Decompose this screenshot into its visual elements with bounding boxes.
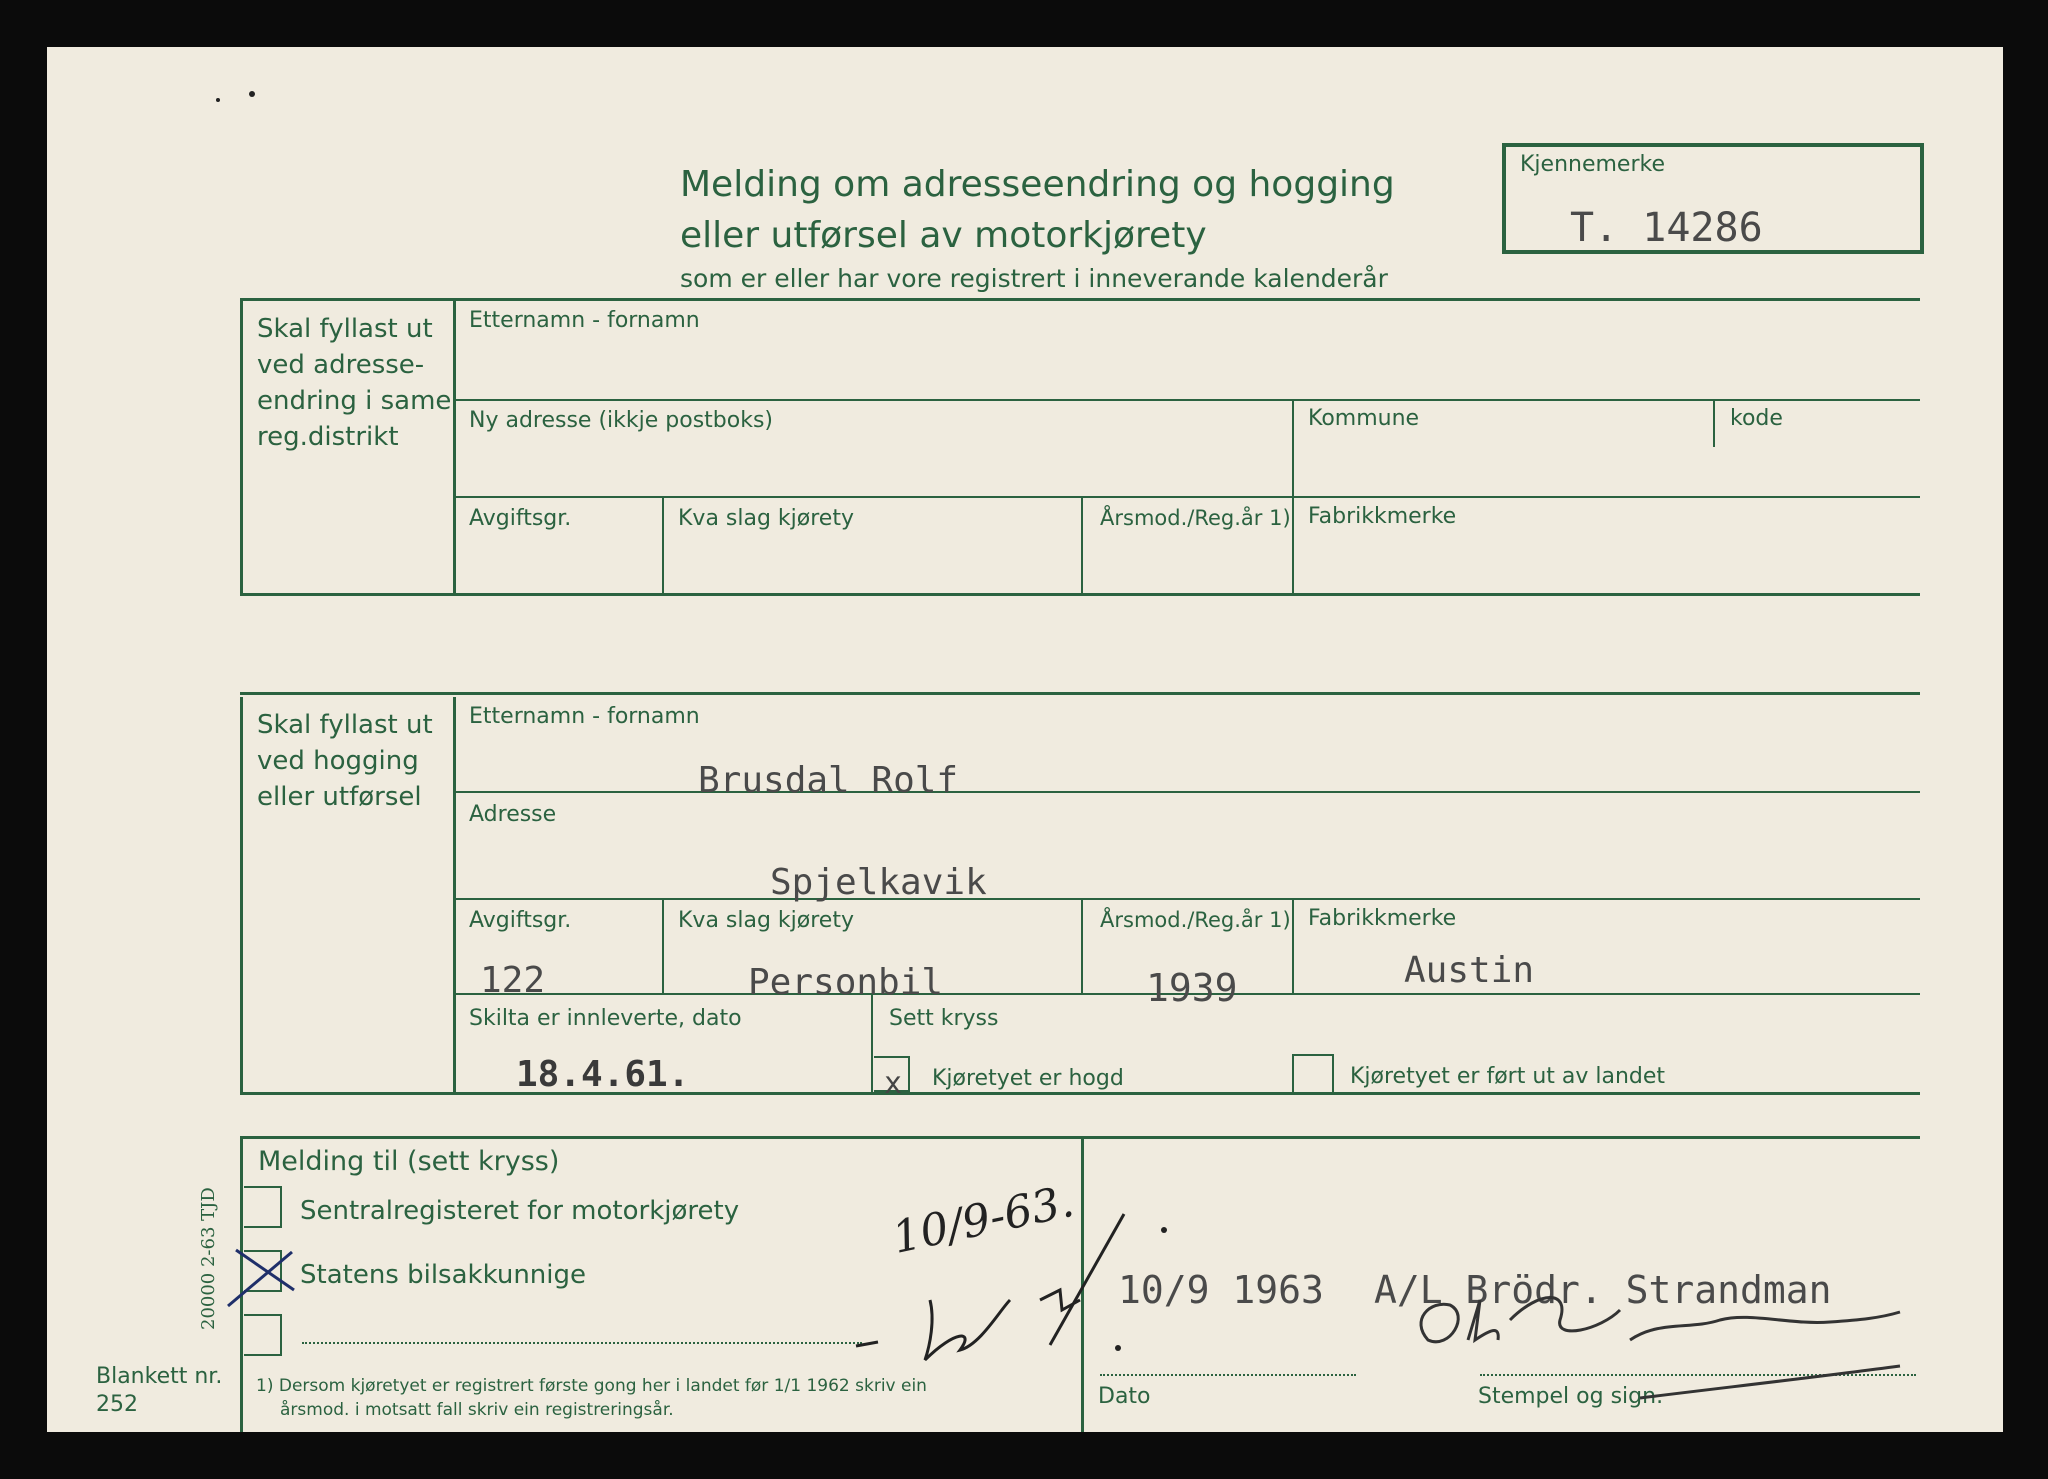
s2-fabrikkmerke-label: Fabrikkmerke xyxy=(1308,906,1457,931)
hand-date: 10/9-63. xyxy=(888,1175,1079,1264)
s2-avgiftsgr-value: 122 xyxy=(480,960,546,1001)
s1-ny-adresse-label: Ny adresse (ikkje postboks) xyxy=(469,408,774,433)
s2-arsmod-value: 1939 xyxy=(1146,966,1238,1010)
kjennemerke-value: T. 14286 xyxy=(1570,205,1763,251)
form-title-line2: eller utførsel av motorkjørety xyxy=(680,215,1207,256)
s1-avgiftsgr-label: Avgiftsgr. xyxy=(469,506,572,531)
s2-side-label-2: ved hogging xyxy=(257,746,419,776)
kjennemerke-label: Kjennemerke xyxy=(1520,152,1665,177)
s2-skilta-value: 18.4.61. xyxy=(516,1054,690,1095)
s2-side-label-3: eller utførsel xyxy=(257,782,422,812)
stray-dots xyxy=(216,91,1167,1351)
s1-fabrikkmerke-label: Fabrikkmerke xyxy=(1308,504,1457,529)
olav-strandman-signature xyxy=(1421,1298,1900,1399)
form-title-line1: Melding om adresseendring og hogging xyxy=(680,164,1395,205)
statens-cross-mark xyxy=(228,1250,294,1306)
hogd-label: Kjøretyet er hogd xyxy=(932,1066,1124,1091)
s3-side-code: 20000 2-63 TJD xyxy=(198,1187,219,1330)
s1-side-label-3: endring i same xyxy=(257,386,452,416)
hogd-checkmark: x xyxy=(884,1066,903,1101)
s2-arsmod-label: Årsmod./Reg.år 1) xyxy=(1100,908,1291,932)
s2-adresse-value: Spjelkavik xyxy=(770,862,987,903)
s1-side-label-2: ved adresse- xyxy=(257,350,425,380)
s2-sett-kryss-label: Sett kryss xyxy=(889,1006,999,1031)
s2-adresse-label: Adresse xyxy=(469,802,557,827)
melding-label: Melding til (sett kryss) xyxy=(258,1146,560,1177)
s2-avgiftsgr-label: Avgiftsgr. xyxy=(469,908,572,933)
statens-label: Statens bilsakkunnige xyxy=(300,1260,587,1290)
dato-label: Dato xyxy=(1098,1384,1151,1409)
s1-kommune-label: Kommune xyxy=(1308,406,1420,431)
s1-etternamn-label: Etternamn - fornamn xyxy=(469,308,700,333)
s2-fabrikkmerke-value: Austin xyxy=(1404,950,1535,991)
s2-kva-slag-label: Kva slag kjørety xyxy=(678,908,854,933)
typed-date: 10/9 1963 xyxy=(1118,1268,1324,1312)
s2-etternamn-label: Etternamn - fornamn xyxy=(469,704,700,729)
form-subtitle: som er eller har vore registrert i inneverande kalenderår xyxy=(680,264,1388,293)
footnote-line2: årsmod. i motsatt fall skriv ein registreringsår. xyxy=(280,1400,674,1420)
blankett-number: 252 xyxy=(96,1392,138,1417)
s1-side-label-1: Skal fyllast ut xyxy=(257,314,433,344)
blankett-label: Blankett nr. xyxy=(96,1364,223,1389)
s2-skilta-label: Skilta er innleverte, dato xyxy=(469,1006,742,1031)
s2-side-label-1: Skal fyllast ut xyxy=(257,710,433,740)
sentralregisteret-label: Sentralregisteret for motorkjørety xyxy=(300,1196,740,1226)
s1-arsmod-label: Årsmod./Reg.år 1) xyxy=(1100,506,1291,530)
s2-kva-slag-value: Personbil xyxy=(748,962,944,1003)
s1-kode-label: kode xyxy=(1730,406,1783,431)
typed-company: A/L Brödr. Strandman xyxy=(1374,1268,1832,1312)
s2-etternamn-value: Brusdal Rolf xyxy=(698,760,959,801)
handwritten-initials-signature xyxy=(856,1214,1124,1360)
utfort-label: Kjøretyet er ført ut av landet xyxy=(1350,1064,1666,1089)
s1-kva-slag-label: Kva slag kjørety xyxy=(678,506,854,531)
stempel-label: Stempel og sign. xyxy=(1478,1384,1664,1409)
s1-side-label-4: reg.distrikt xyxy=(257,422,399,452)
footnote-line1: 1) Dersom kjøretyet er registrert første gong her i landet før 1/1 1962 skriv ein xyxy=(256,1376,927,1396)
